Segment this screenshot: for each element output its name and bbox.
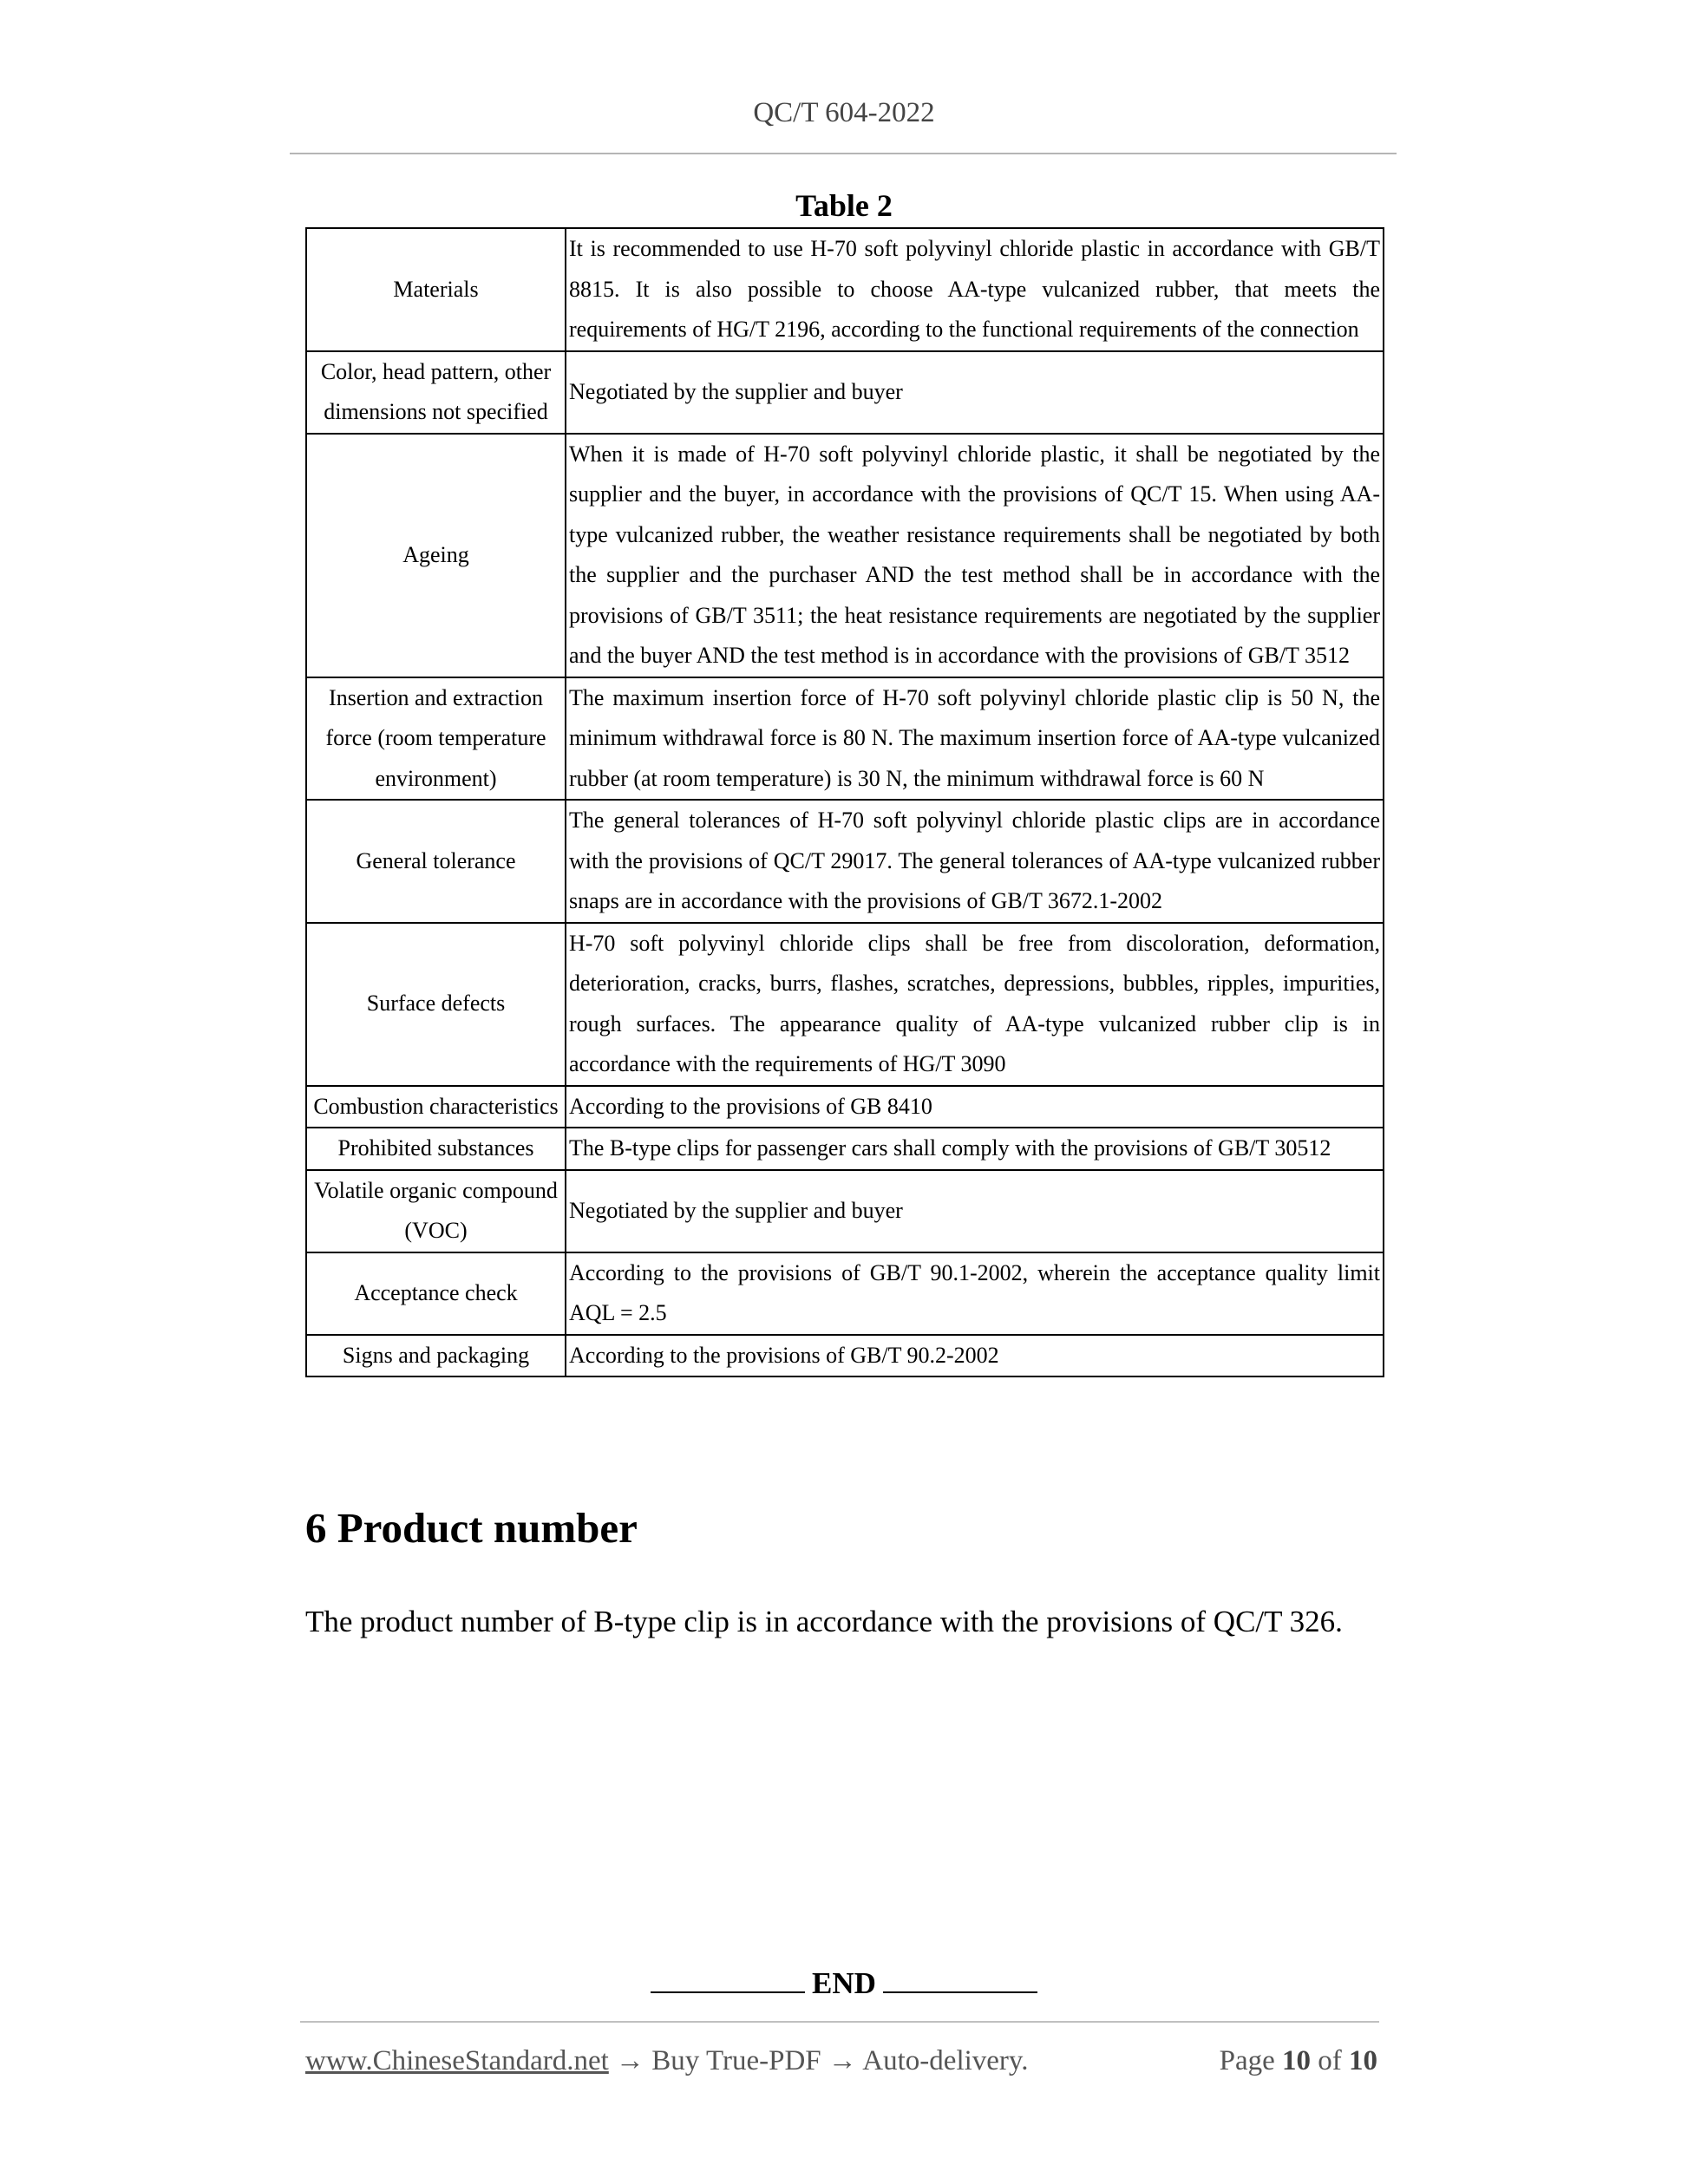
section-heading: 6 Product number [305,1504,638,1552]
table-row [306,1252,1384,1335]
end-rule-right [883,1962,1037,1993]
row-label: Volatile organic compound (VOC) [306,1170,566,1252]
table-row [306,434,1384,677]
table-caption: Table 2 [795,188,893,223]
row-value: The maximum insertion force of H-70 soft polyvinyl chloride plastic clip is 50 N, the minimum withdrawal force is 80 N. The maximum insertion force of AA-type vulcanized rubber (at room temperature) is 30 N, the minimum withdrawal force is 60 N [566,677,1384,801]
table-row [306,1128,1384,1170]
row-value: According to the provisions of GB 8410 [566,1086,1384,1128]
page-current: 10 [1282,2045,1311,2076]
end-text: END [812,1966,876,2000]
table-row [306,228,1384,351]
end-rule-left [651,1962,805,1993]
section-body: The product number of B-type clip is in accordance with the provisions of QC/T 326. [305,1605,1343,1638]
row-label: Ageing [306,434,566,677]
requirements-table [305,227,1384,1377]
footer-tagline: → Buy True-PDF → Auto-delivery. [608,2045,1029,2076]
page-word: Page [1219,2045,1275,2076]
row-label: Insertion and extraction force (room temperature environment) [306,677,566,801]
table-row [306,800,1384,923]
row-label: Signs and packaging [306,1335,566,1377]
row-label: Surface defects [306,923,566,1086]
header-divider [290,153,1397,154]
row-value: According to the provisions of GB/T 90.2-2002 [566,1335,1384,1377]
document-code: QC/T 604-2022 [753,97,935,128]
table-row [306,923,1384,1086]
footer-site [305,2045,1029,2077]
row-value: Negotiated by the supplier and buyer [566,1170,1384,1252]
row-value: Negotiated by the supplier and buyer [566,351,1384,434]
of-word: of [1318,2045,1342,2076]
row-label: Prohibited substances [306,1128,566,1170]
row-value: According to the provisions of GB/T 90.1-2002, wherein the acceptance quality limit AQL = 2.5 [566,1252,1384,1335]
row-label: General tolerance [306,800,566,923]
page-indicator [1220,2045,1377,2077]
row-label: Acceptance check [306,1252,566,1335]
row-label: Materials [306,228,566,351]
row-label: Color, head pattern, other dimensions not specified [306,351,566,434]
page-total: 10 [1349,2045,1377,2076]
row-value: The B-type clips for passenger cars shall comply with the provisions of GB/T 30512 [566,1128,1384,1170]
row-value: H-70 soft polyvinyl chloride clips shall be free from discoloration, deformation, deterioration, cracks, burrs, flashes, scratches, depressions, bubbles, ripples, impurities, rough surfaces. The appearance quality of AA-type vulcanized rubber clip is in accordance with the requirements of HG/T 3090 [566,923,1384,1086]
table-row [306,677,1384,801]
table-row [306,1170,1384,1252]
row-value: When it is made of H-70 soft polyvinyl chloride plastic, it shall be negotiated by the supplier and the buyer, in accordance with the provisions of QC/T 15. When using AA-type vulcanized rubber, the weather resistance requirements shall be negotiated by both the supplier and the purchaser AND the test method shall be in accordance with the provisions of GB/T 3511; the heat resistance requirements are negotiated by the supplier and the buyer AND the test method is in accordance with the provisions of GB/T 3512 [566,434,1384,677]
site-link[interactable]: www.ChineseStandard.net [305,2045,609,2076]
end-marker [0,1962,1688,2001]
row-value: The general tolerances of H-70 soft polyvinyl chloride plastic clips are in accordance with the provisions of QC/T 29017. The general tolerances of AA-type vulcanized rubber snaps are in accordance with the provisions of GB/T 3672.1-2002 [566,800,1384,923]
table-row [306,351,1384,434]
row-value: It is recommended to use H-70 soft polyvinyl chloride plastic in accordance with GB/T 8815. It is also possible to choose AA-type vulcanized rubber, that meets the requirements of HG/T 2196, according to the functional requirements of the connection [566,228,1384,351]
row-label: Combustion characteristics [306,1086,566,1128]
table-row [306,1086,1384,1128]
footer-divider [300,2021,1379,2023]
table-row [306,1335,1384,1377]
